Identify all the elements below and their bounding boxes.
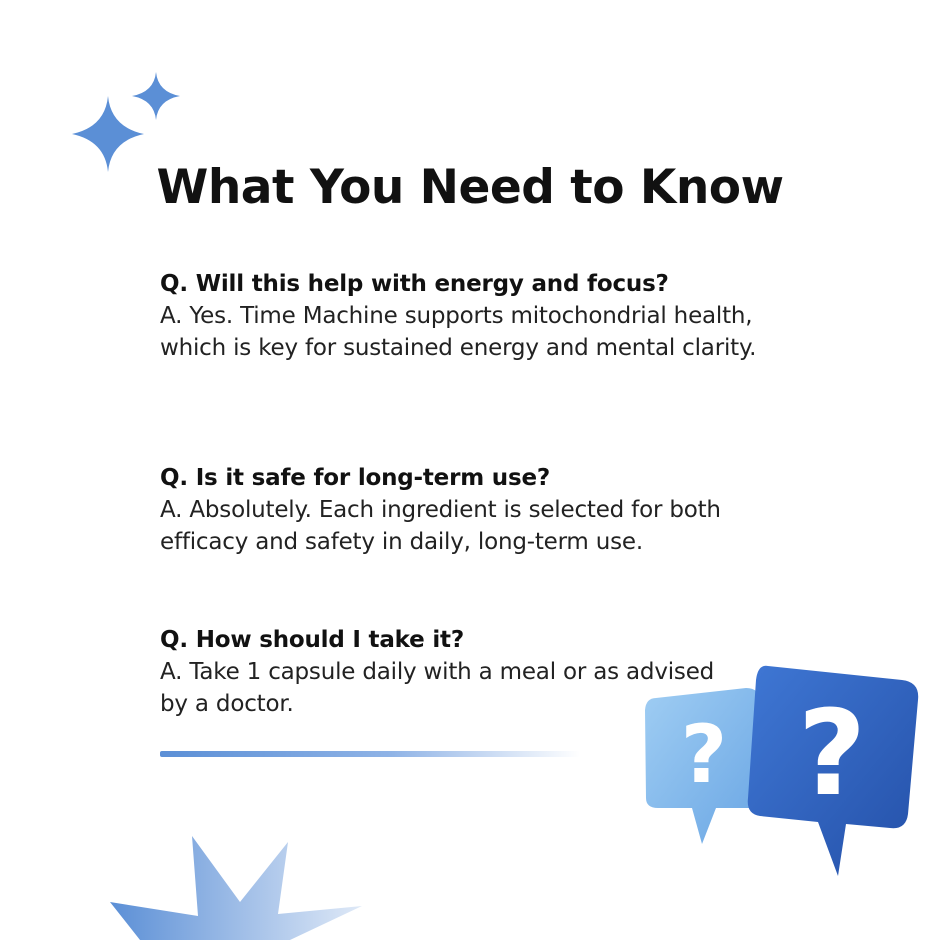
faq-question: Q. How should I take it?: [160, 627, 464, 653]
faq-answer: A. Yes. Time Machine supports mitochondrial health, which is key for sustained energy and mental clarity.: [160, 303, 757, 361]
question-bubbles-illustration: [640, 658, 930, 888]
star-burst-decoration: [100, 830, 370, 940]
faq-item-energy: [160, 268, 770, 364]
svg-text:?: ?: [680, 708, 728, 801]
faq-answer: A. Absolutely. Each ingredient is selected for both efficacy and safety in daily, long-term use.: [160, 497, 721, 555]
star-burst-icon: [110, 836, 362, 940]
faq-question: Q. Is it safe for long-term use?: [160, 465, 551, 491]
svg-text:?: ?: [797, 684, 867, 822]
faq-item-dosage: [160, 624, 720, 720]
faq-question: Q. Will this help with energy and focus?: [160, 271, 669, 297]
gradient-divider: [160, 751, 580, 757]
faq-answer: A. Take 1 capsule daily with a meal or as advised by a doctor.: [160, 659, 715, 717]
faq-item-safety: [160, 462, 760, 558]
question-bubble-dark-icon: [748, 666, 918, 876]
question-bubble-light-icon: [645, 688, 760, 844]
page-title: What You Need to Know: [156, 160, 784, 215]
small-sparkle-icon: [132, 72, 180, 120]
